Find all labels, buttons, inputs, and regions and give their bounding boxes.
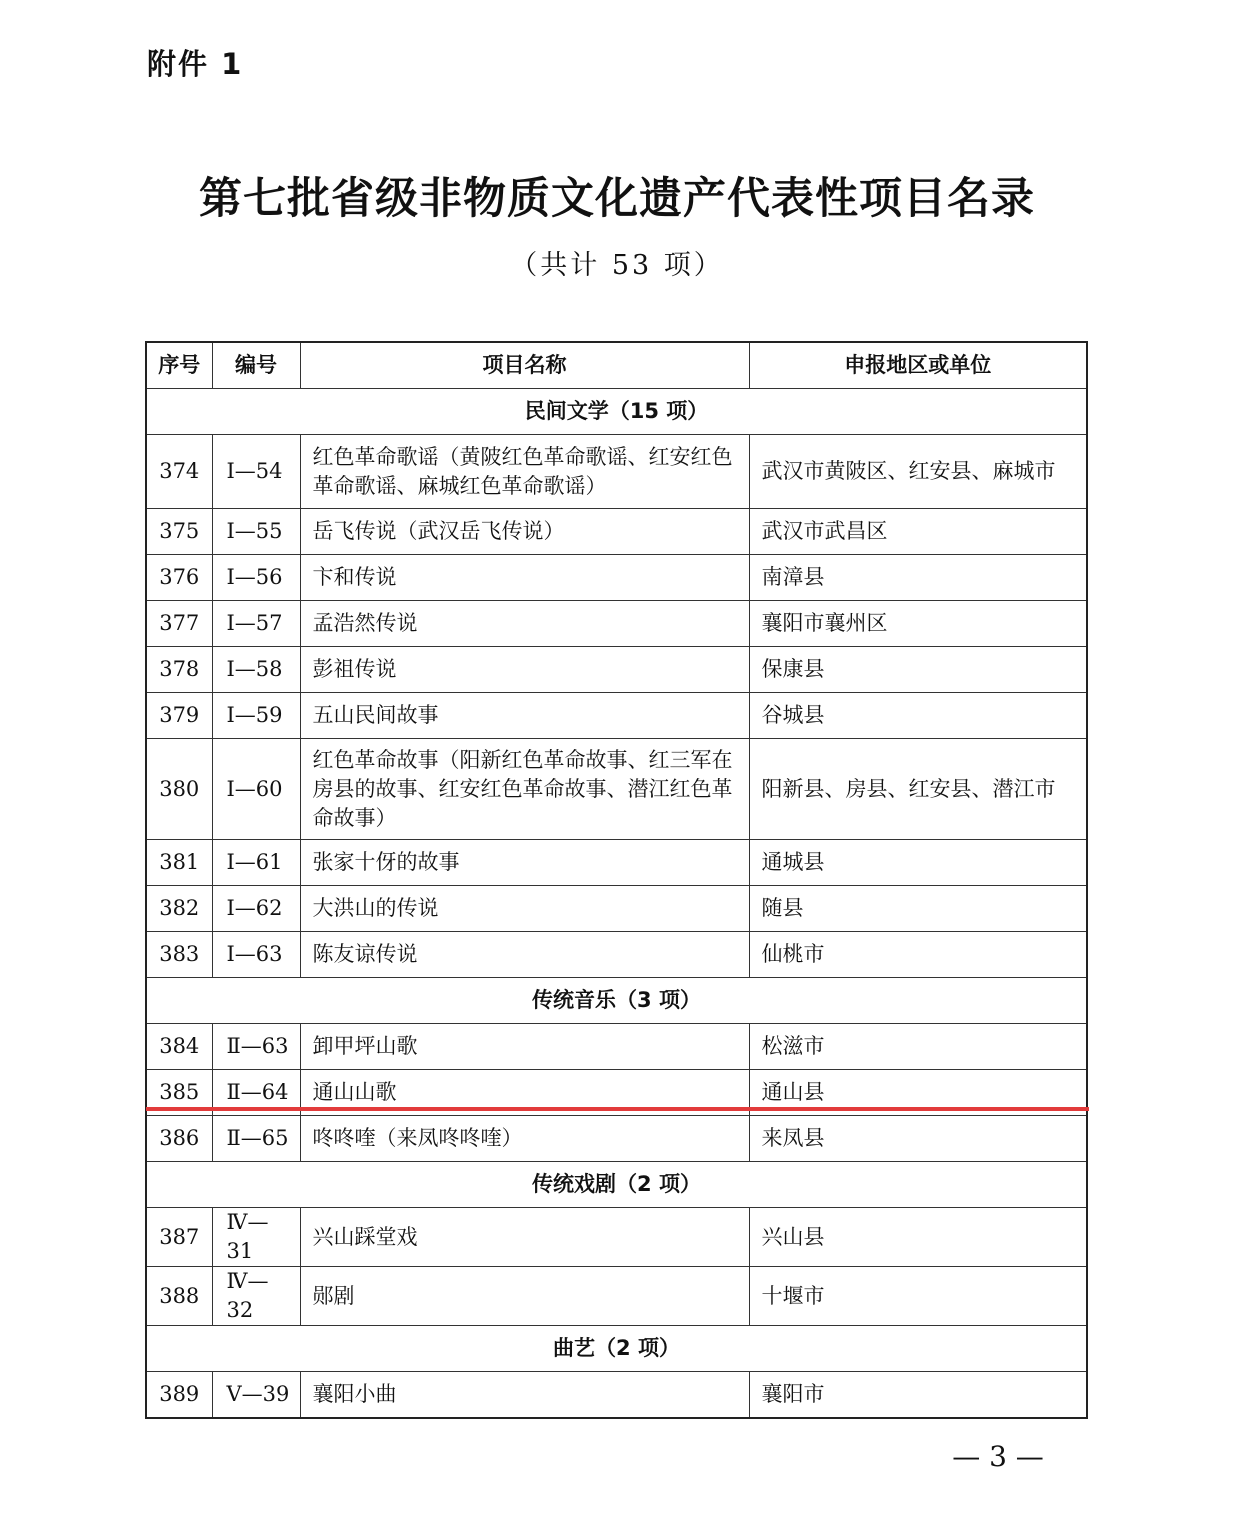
cell-name: 五山民间故事 [300,693,749,739]
category-row [146,389,1087,435]
cell-code: Ⅰ—56 [212,555,300,601]
cell-seq: 377 [146,601,212,647]
cell-unit: 武汉市黄陂区、红安县、麻城市 [749,435,1087,509]
cell-code: Ⅰ—62 [212,886,300,932]
cell-unit: 松滋市 [749,1024,1087,1070]
cell-seq: 382 [146,886,212,932]
cell-code: Ⅰ—59 [212,693,300,739]
cell-unit: 襄阳市襄州区 [749,601,1087,647]
table-row [146,1116,1087,1162]
cell-seq: 387 [146,1208,212,1267]
cell-unit: 兴山县 [749,1208,1087,1267]
table-row [146,647,1087,693]
cell-seq: 374 [146,435,212,509]
cell-code: Ⅴ—39 [212,1372,300,1419]
table-row [146,509,1087,555]
category-traditional-drama: 传统戏剧（2 项） [146,1162,1087,1208]
cell-code: Ⅱ—65 [212,1116,300,1162]
cell-name: 孟浩然传说 [300,601,749,647]
table-row [146,555,1087,601]
cell-seq: 378 [146,647,212,693]
cell-code: Ⅰ—60 [212,739,300,840]
table-row [146,1208,1087,1267]
category-folk-literature: 民间文学（15 项） [146,389,1087,435]
cell-code: Ⅰ—58 [212,647,300,693]
cell-code: Ⅰ—61 [212,840,300,886]
header-code: 编号 [212,342,300,389]
cell-seq: 379 [146,693,212,739]
page-number: — 3 — [952,1440,1044,1473]
cell-name: 郧剧 [300,1267,749,1326]
cell-name: 彭祖传说 [300,647,749,693]
table-row [146,601,1087,647]
project-list-table [145,341,1088,1419]
attachment-label: 附件 1 [147,47,244,81]
cell-name: 咚咚喹（来凤咚咚喹） [300,1116,749,1162]
cell-unit: 十堰市 [749,1267,1087,1326]
cell-name: 襄阳小曲 [300,1372,749,1419]
category-traditional-music: 传统音乐（3 项） [146,978,1087,1024]
table-row [146,1372,1087,1419]
cell-unit: 随县 [749,886,1087,932]
document-title: 第七批省级非物质文化遗产代表性项目名录 [199,174,1035,224]
highlight-underline [146,1107,1089,1111]
cell-code: Ⅰ—63 [212,932,300,978]
header-name: 项目名称 [300,342,749,389]
cell-code: Ⅰ—55 [212,509,300,555]
category-quyi: 曲艺（2 项） [146,1326,1087,1372]
table-row [146,932,1087,978]
cell-code: Ⅰ—57 [212,601,300,647]
cell-unit: 襄阳市 [749,1372,1087,1419]
cell-unit: 武汉市武昌区 [749,509,1087,555]
category-row [146,1326,1087,1372]
cell-seq: 385 [146,1070,212,1116]
cell-unit: 保康县 [749,647,1087,693]
cell-name: 卞和传说 [300,555,749,601]
table-row [146,1024,1087,1070]
cell-name: 兴山踩堂戏 [300,1208,749,1267]
cell-unit: 南漳县 [749,555,1087,601]
cell-seq: 386 [146,1116,212,1162]
cell-seq: 375 [146,509,212,555]
category-row [146,1162,1087,1208]
table-row [146,840,1087,886]
table-row [146,1267,1087,1326]
cell-name: 大洪山的传说 [300,886,749,932]
cell-seq: 384 [146,1024,212,1070]
cell-seq: 381 [146,840,212,886]
cell-code: Ⅰ—54 [212,435,300,509]
cell-unit: 来凤县 [749,1116,1087,1162]
cell-name: 陈友谅传说 [300,932,749,978]
cell-seq: 376 [146,555,212,601]
cell-code: Ⅳ—31 [212,1208,300,1267]
cell-seq: 389 [146,1372,212,1419]
cell-code: Ⅱ—63 [212,1024,300,1070]
table-row [146,739,1087,840]
cell-seq: 383 [146,932,212,978]
cell-unit: 仙桃市 [749,932,1087,978]
cell-name: 通山山歌 [300,1070,749,1116]
table-row [146,886,1087,932]
cell-name: 红色革命故事（阳新红色革命故事、红三军在房县的故事、红安红色革命故事、潜江红色革命故事） [300,739,749,840]
cell-name: 卸甲坪山歌 [300,1024,749,1070]
table-header-row [146,342,1087,389]
category-row [146,978,1087,1024]
table-row [146,693,1087,739]
document-subtitle: （共计 53 项） [510,250,724,281]
cell-name: 岳飞传说（武汉岳飞传说） [300,509,749,555]
cell-unit: 阳新县、房县、红安县、潜江市 [749,739,1087,840]
cell-unit: 谷城县 [749,693,1087,739]
cell-seq: 380 [146,739,212,840]
cell-seq: 388 [146,1267,212,1326]
table-row [146,435,1087,509]
header-unit: 申报地区或单位 [749,342,1087,389]
cell-name: 红色革命歌谣（黄陂红色革命歌谣、红安红色革命歌谣、麻城红色革命歌谣） [300,435,749,509]
cell-name: 张家十伢的故事 [300,840,749,886]
cell-unit: 通山县 [749,1070,1087,1116]
header-seq: 序号 [146,342,212,389]
cell-unit: 通城县 [749,840,1087,886]
cell-code: Ⅳ—32 [212,1267,300,1326]
cell-code: Ⅱ—64 [212,1070,300,1116]
